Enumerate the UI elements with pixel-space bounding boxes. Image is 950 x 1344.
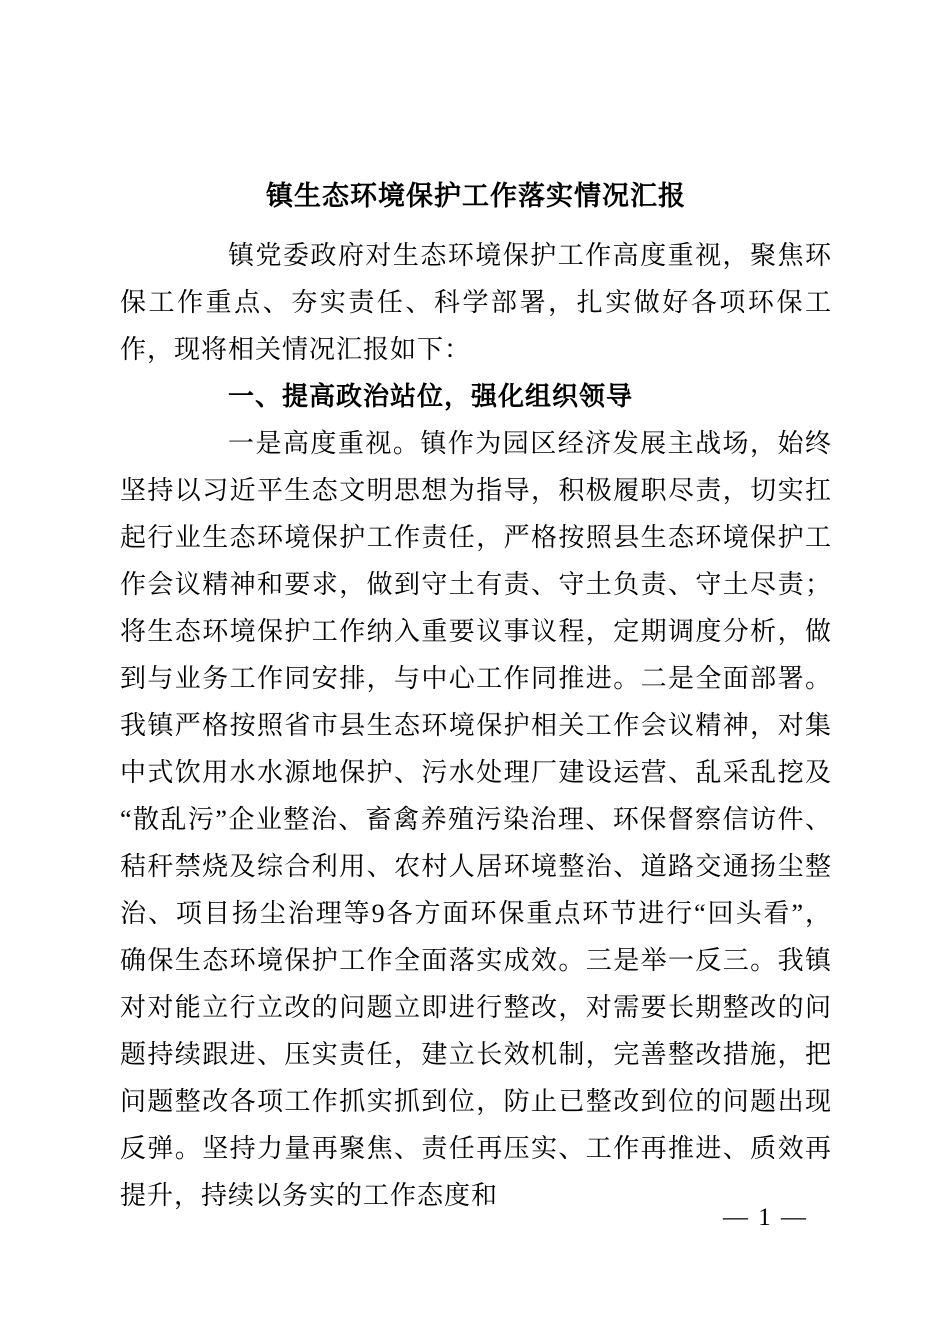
section-body-paragraph: 一是高度重视。镇作为园区经济发展主战场，始终坚持以习近平生态文明思想为指导，积极履职尽责，切实扛起行业生态环境保护工作责任，严格按照县生态环境保护工作会议精神和要求，做到守土有责、守土负责、守土尽责；将生态环境保护工作纳入重要议事议程，定期调度分析，做到与业务工作同安排，与中心工作同推进。二是全面部署。我镇严格按照省市县生态环境保护相关工作会议精神，对集中式饮用水水源地保护、污水处理厂建设运营、乱采乱挖及“散乱污”企业整治、畜禽养殖污染治理、环保督察信访件、秸秆禁烧及综合利用、农村人居环境整治、道路交通扬尘整治、项目扬尘治理等9各方面环保重点环节进行“回头看”，确保生态环境保护工作全面落实成效。三是举一反三。我镇对对能立行立改的问题立即进行整改，对需要长期整改的问题持续跟进、压实责任，建立长效机制，完善整改措施，把问题整改各项工作抓实抓到位，防止已整改到位的问题出现反弹。坚持力量再聚焦、责任再压实、工作再推进、质效再提升，持续以务实的工作态度和 [120, 429, 832, 1210]
document-title: 镇生态环境保护工作落实情况汇报 [266, 181, 686, 211]
section-heading: 一、提高政治站位，强化组织领导 [228, 381, 634, 411]
page-number: — 1 — [723, 1204, 808, 1231]
intro-paragraph: 镇党委政府对生态环境保护工作高度重视，聚焦环保工作重点、夯实责任、科学部署，扎实做好各项环保工作，现将相关情况汇报如下： [120, 241, 832, 364]
